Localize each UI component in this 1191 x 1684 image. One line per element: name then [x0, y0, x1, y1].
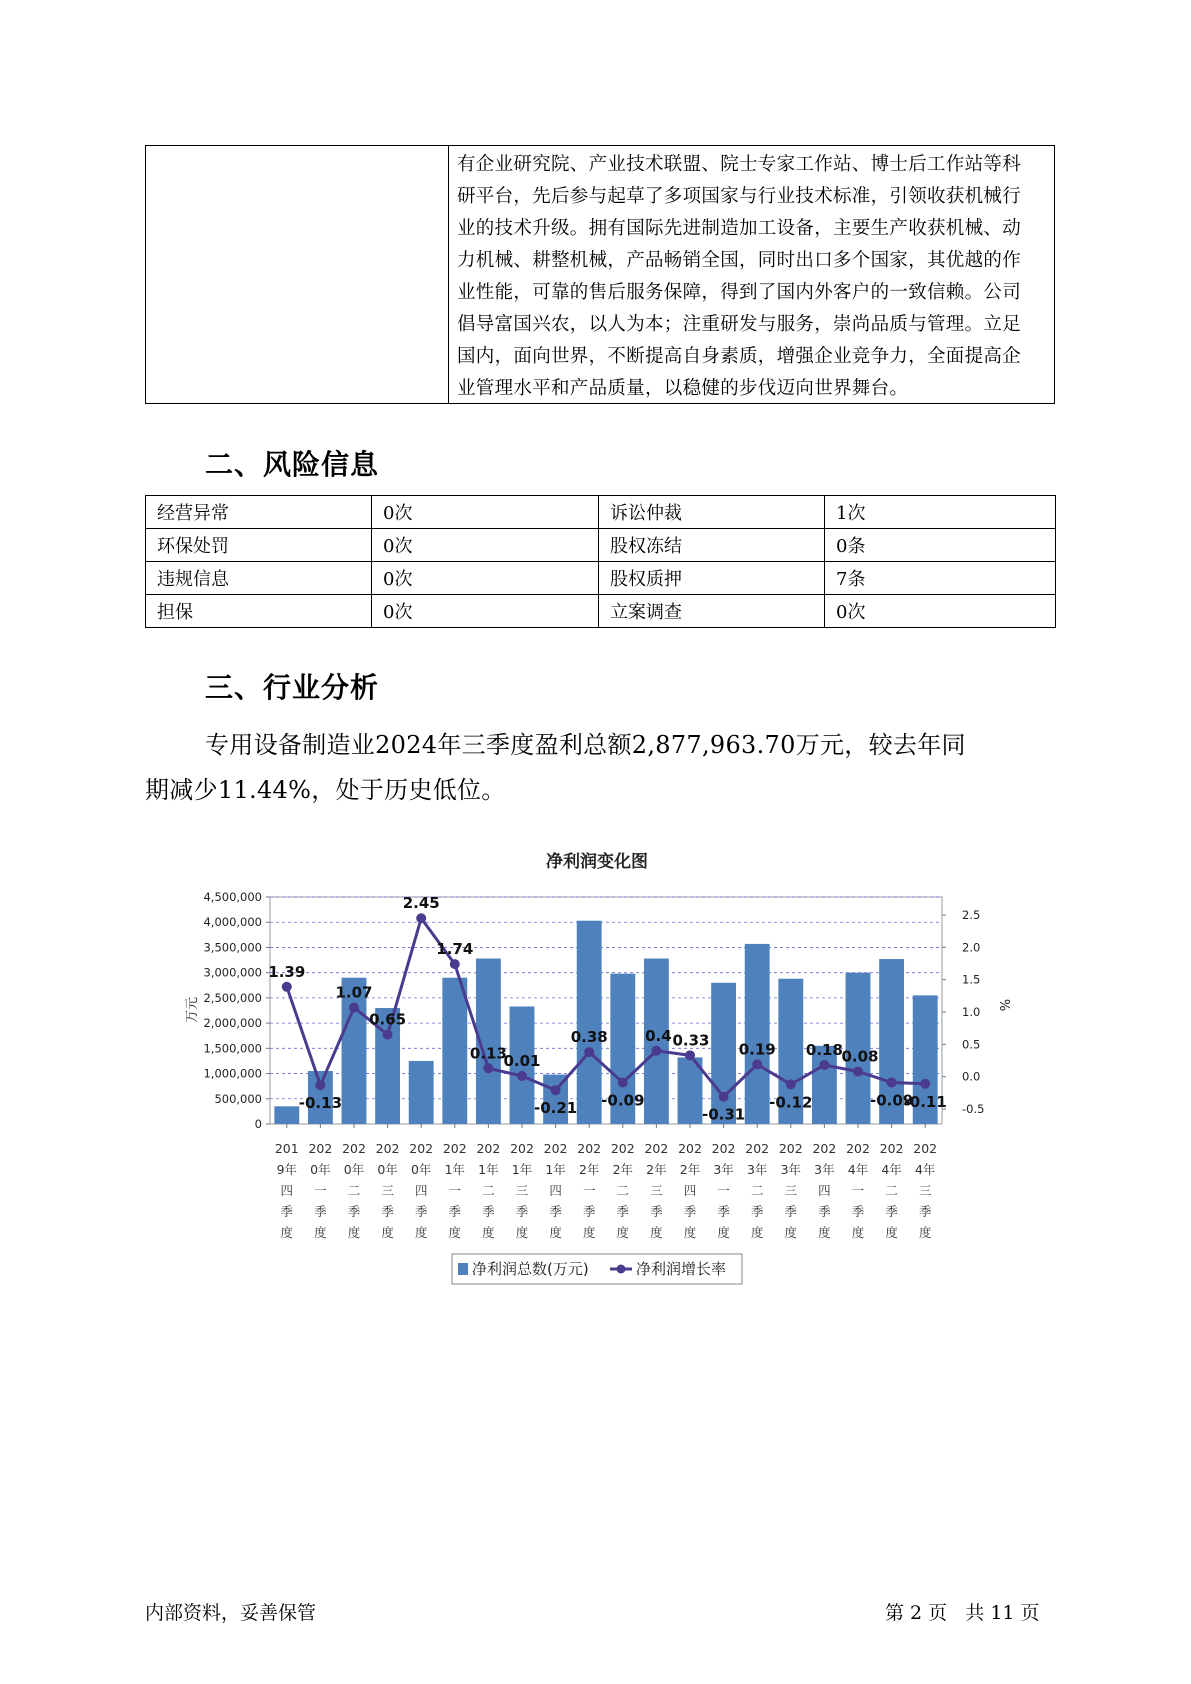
- growth-rate-point: [416, 913, 426, 923]
- y-tick-label: 0: [254, 1117, 262, 1131]
- growth-rate-label: -0.09: [601, 1091, 645, 1110]
- growth-rate-point: [651, 1046, 661, 1056]
- x-tick-label: 三: [515, 1183, 529, 1198]
- x-tick-label: 四: [549, 1183, 562, 1198]
- x-tick-label: 度: [482, 1225, 495, 1240]
- intro-line: 力机械、耕整机械，产品畅销全国，同时出口多个国家，其优越的作: [457, 250, 1022, 271]
- x-tick-label: 0年: [377, 1162, 398, 1177]
- growth-rate-label: 0.4: [645, 1026, 672, 1045]
- y2-tick-label: 2.5: [962, 908, 981, 922]
- growth-rate-point: [315, 1080, 325, 1090]
- industry-paragraph-line1: 专用设备制造业2024年三季度盈利总额2,877,963.70万元，较去年同: [205, 731, 966, 759]
- risk-label: 违规信息: [146, 562, 372, 595]
- growth-rate-point: [517, 1071, 527, 1081]
- intro-line: 业性能，可靠的售后服务保障，得到了国内外客户的一致信赖。公司: [457, 282, 1022, 303]
- growth-rate-point: [551, 1085, 561, 1095]
- bar: [745, 944, 770, 1124]
- risk-label: 经营异常: [146, 496, 372, 529]
- y2-tick-label: 0.5: [962, 1037, 981, 1052]
- growth-rate-point: [786, 1079, 796, 1089]
- x-tick-label: 度: [683, 1225, 697, 1240]
- risk-value: 0次: [372, 562, 599, 595]
- x-tick-label: 1年: [444, 1162, 466, 1177]
- x-tick-label: 202: [342, 1141, 366, 1156]
- y-tick-label: 2,000,000: [203, 1016, 262, 1031]
- growth-rate-point: [618, 1077, 628, 1087]
- x-tick-label: 一: [582, 1183, 596, 1198]
- industry-section-title: 三、行业分析: [205, 671, 380, 704]
- growth-rate-point: [819, 1060, 829, 1070]
- growth-rate-point: [483, 1063, 493, 1073]
- x-tick-label: 季: [851, 1204, 865, 1219]
- x-tick-label: 四: [280, 1183, 294, 1198]
- x-tick-label: 202: [879, 1141, 904, 1156]
- x-tick-label: 季: [683, 1204, 697, 1219]
- x-tick-label: 202: [812, 1141, 837, 1156]
- x-tick-label: 三: [918, 1183, 932, 1198]
- legend-line-label: 净利润增长率: [636, 1260, 727, 1278]
- x-tick-label: 1年: [545, 1162, 566, 1177]
- bar: [711, 983, 736, 1124]
- x-tick-label: 202: [711, 1141, 736, 1156]
- growth-rate-label: 0.65: [369, 1010, 407, 1029]
- growth-rate-label: -0.11: [903, 1092, 947, 1111]
- x-tick-label: 季: [482, 1204, 495, 1219]
- growth-rate-label: 0.18: [805, 1041, 843, 1060]
- growth-rate-point: [450, 959, 460, 969]
- x-tick-label: 季: [918, 1204, 932, 1219]
- growth-rate-point: [584, 1047, 594, 1057]
- risk-label: 担保: [146, 595, 372, 628]
- risk-label: 股权质押: [599, 562, 825, 595]
- x-tick-label: 202: [510, 1141, 534, 1156]
- x-tick-label: 202: [644, 1141, 669, 1156]
- growth-rate-label: 0.13: [469, 1044, 507, 1063]
- y-tick-label: 1,000,000: [203, 1066, 262, 1081]
- growth-rate-label: 0.08: [841, 1047, 879, 1066]
- x-tick-label: 3年: [713, 1162, 734, 1177]
- x-tick-label: 度: [818, 1225, 831, 1240]
- x-tick-label: 度: [918, 1225, 932, 1240]
- x-tick-label: 度: [549, 1225, 562, 1240]
- risk-label: 立案调查: [599, 595, 825, 628]
- x-tick-label: 度: [650, 1225, 663, 1240]
- x-tick-label: 度: [616, 1225, 630, 1240]
- growth-rate-label: -0.09: [869, 1091, 914, 1110]
- risk-value: 0次: [372, 496, 599, 529]
- risk-value: 7条: [825, 562, 1056, 595]
- x-tick-label: 度: [280, 1225, 294, 1240]
- risk-value: 0次: [372, 595, 599, 628]
- x-tick-label: 202: [308, 1141, 333, 1156]
- x-tick-label: 度: [717, 1225, 730, 1240]
- footer-confidential: 内部资料，妥善保管: [145, 1602, 317, 1624]
- y-tick-label: 1,500,000: [203, 1041, 262, 1056]
- intro-line: 国内，面向世界，不断提高自身素质，增强企业竞争力，全面提高企: [457, 346, 1022, 367]
- x-tick-label: 3年: [780, 1162, 802, 1177]
- growth-rate-point: [685, 1050, 695, 1060]
- x-tick-label: 季: [818, 1204, 831, 1219]
- growth-rate-point: [383, 1030, 393, 1040]
- x-tick-label: 二: [750, 1183, 764, 1198]
- x-tick-label: 度: [414, 1225, 428, 1240]
- x-tick-label: 三: [650, 1183, 663, 1198]
- x-tick-label: 季: [414, 1204, 428, 1219]
- x-tick-label: 度: [448, 1225, 462, 1240]
- x-tick-label: 0年: [343, 1162, 365, 1177]
- growth-rate-label: 0.01: [503, 1052, 541, 1071]
- x-tick-label: 4年: [914, 1162, 936, 1177]
- x-tick-label: 202: [610, 1141, 635, 1156]
- y-tick-label: 4,500,000: [203, 890, 262, 904]
- x-tick-label: 度: [381, 1225, 394, 1240]
- risk-section-title: 二、风险信息: [205, 448, 380, 481]
- y2-tick-label: 2.0: [962, 940, 981, 955]
- x-tick-label: 季: [448, 1204, 462, 1219]
- x-tick-label: 季: [650, 1204, 663, 1219]
- x-tick-label: 四: [818, 1183, 831, 1198]
- growth-rate-label: 0.33: [672, 1031, 710, 1050]
- x-tick-label: 202: [442, 1141, 467, 1156]
- legend-line-marker: [617, 1265, 626, 1274]
- x-tick-label: 一: [717, 1183, 730, 1198]
- growth-rate-point: [853, 1066, 863, 1076]
- growth-rate-label: -0.12: [769, 1093, 813, 1112]
- x-tick-label: 202: [409, 1141, 434, 1156]
- x-tick-label: 度: [885, 1225, 898, 1240]
- y-tick-label: 3,000,000: [203, 965, 262, 980]
- risk-label: 环保处罚: [146, 529, 372, 562]
- x-tick-label: 202: [846, 1141, 870, 1156]
- x-tick-label: 二: [616, 1183, 630, 1198]
- x-tick-label: 2年: [646, 1162, 667, 1177]
- x-tick-label: 度: [314, 1225, 327, 1240]
- x-tick-label: 9年: [276, 1162, 298, 1177]
- y2-tick-label: 0.0: [962, 1069, 981, 1084]
- y2-tick-label: 1.0: [962, 1005, 981, 1019]
- risk-label: 股权冻结: [599, 529, 825, 562]
- x-tick-label: 二: [347, 1183, 361, 1198]
- y2-tick-label: -0.5: [962, 1102, 985, 1116]
- x-tick-label: 季: [717, 1204, 730, 1219]
- x-tick-label: 季: [582, 1204, 596, 1219]
- growth-rate-label: 1.74: [436, 940, 474, 959]
- x-tick-label: 一: [314, 1183, 327, 1198]
- x-tick-label: 季: [347, 1204, 361, 1219]
- x-tick-label: 季: [750, 1204, 764, 1219]
- risk-value: 0次: [825, 595, 1056, 628]
- x-tick-label: 四: [414, 1183, 428, 1198]
- x-tick-label: 一: [448, 1183, 462, 1198]
- y-tick-label: 2,500,000: [203, 990, 262, 1005]
- growth-rate-label: 2.45: [402, 894, 440, 913]
- x-tick-label: 1年: [511, 1162, 533, 1177]
- x-tick-label: 度: [851, 1225, 865, 1240]
- x-tick-label: 二: [885, 1183, 898, 1198]
- risk-value: 0次: [372, 529, 599, 562]
- growth-rate-point: [752, 1059, 762, 1069]
- growth-rate-point: [282, 982, 292, 992]
- x-tick-label: 季: [784, 1204, 798, 1219]
- x-tick-label: 二: [482, 1183, 495, 1198]
- x-tick-label: 3年: [814, 1162, 835, 1177]
- growth-rate-label: 1.39: [268, 962, 306, 981]
- bar: [577, 921, 602, 1124]
- y-tick-label: 3,500,000: [203, 940, 262, 955]
- x-tick-label: 0年: [310, 1162, 331, 1177]
- x-tick-label: 季: [549, 1204, 562, 1219]
- x-tick-label: 202: [476, 1141, 501, 1156]
- x-tick-label: 3年: [746, 1162, 768, 1177]
- x-tick-label: 度: [582, 1225, 596, 1240]
- x-tick-label: 202: [778, 1141, 803, 1156]
- y2-axis-label: %: [996, 998, 1011, 1012]
- x-tick-label: 202: [543, 1141, 568, 1156]
- x-tick-label: 季: [381, 1204, 394, 1219]
- x-tick-label: 4年: [847, 1162, 869, 1177]
- risk-label: 诉讼仲裁: [599, 496, 825, 529]
- growth-rate-label: -0.21: [533, 1099, 578, 1118]
- x-tick-label: 2年: [679, 1162, 701, 1177]
- x-tick-label: 2年: [612, 1162, 634, 1177]
- legend-bar-label: 净利润总数(万元): [472, 1260, 589, 1278]
- x-tick-label: 季: [314, 1204, 327, 1219]
- x-tick-label: 202: [375, 1141, 400, 1156]
- bar: [442, 978, 467, 1124]
- chart-title: 净利润变化图: [546, 852, 648, 872]
- growth-rate-point: [719, 1092, 729, 1102]
- risk-value: 0条: [825, 529, 1056, 562]
- intro-line: 业的技术升级。拥有国际先进制造加工设备，主要生产收获机械、动: [457, 218, 1022, 239]
- footer-page-number: 第 2 页 共 11 页: [885, 1602, 1040, 1624]
- intro-line: 有企业研究院、产业技术联盟、院士专家工作站、博士后工作站等科: [457, 154, 1022, 175]
- growth-rate-label: -0.31: [701, 1105, 746, 1124]
- x-tick-label: 2年: [578, 1162, 600, 1177]
- x-tick-label: 度: [750, 1225, 764, 1240]
- growth-rate-point: [920, 1079, 930, 1089]
- x-tick-label: 季: [515, 1204, 529, 1219]
- legend-bar-swatch: [458, 1263, 468, 1275]
- x-tick-label: 201: [274, 1141, 299, 1156]
- x-tick-label: 1年: [478, 1162, 499, 1177]
- x-tick-label: 三: [784, 1183, 798, 1198]
- growth-rate-point: [887, 1077, 897, 1087]
- x-tick-label: 202: [745, 1141, 770, 1156]
- y-tick-label: 4,000,000: [203, 915, 262, 930]
- x-tick-label: 202: [678, 1141, 702, 1156]
- x-tick-label: 202: [577, 1141, 602, 1156]
- intro-line: 业管理水平和产品质量，以稳健的步伐迈向世界舞台。: [457, 378, 909, 399]
- growth-rate-label: -0.13: [298, 1094, 343, 1113]
- risk-value: 1次: [825, 496, 1056, 529]
- growth-rate-label: 0.19: [738, 1040, 776, 1059]
- y-tick-label: 500,000: [214, 1091, 262, 1106]
- x-tick-label: 度: [347, 1225, 361, 1240]
- x-tick-label: 0年: [410, 1162, 432, 1177]
- x-tick-label: 度: [515, 1225, 529, 1240]
- x-tick-label: 202: [913, 1141, 938, 1156]
- growth-rate-label: 0.38: [570, 1028, 608, 1047]
- industry-paragraph-line2: 期减少11.44%，处于历史低位。: [145, 776, 506, 804]
- growth-rate-point: [349, 1002, 359, 1012]
- bar: [409, 1061, 434, 1124]
- x-tick-label: 季: [616, 1204, 630, 1219]
- y2-tick-label: 1.5: [962, 972, 981, 987]
- x-tick-label: 季: [280, 1204, 294, 1219]
- x-tick-label: 4年: [881, 1162, 902, 1177]
- x-tick-label: 度: [784, 1225, 798, 1240]
- bar: [274, 1106, 299, 1124]
- x-tick-label: 一: [851, 1183, 865, 1198]
- growth-rate-label: 1.07: [335, 983, 373, 1002]
- intro-line: 研平台，先后参与起草了多项国家与行业技术标准，引领收获机械行: [457, 186, 1022, 207]
- x-tick-label: 四: [683, 1183, 697, 1198]
- x-tick-label: 三: [381, 1183, 394, 1198]
- intro-line: 倡导富国兴农，以人为本；注重研发与服务，崇尚品质与管理。立足: [457, 314, 1022, 335]
- x-tick-label: 季: [885, 1204, 898, 1219]
- y-axis-label: 万元: [185, 996, 200, 1024]
